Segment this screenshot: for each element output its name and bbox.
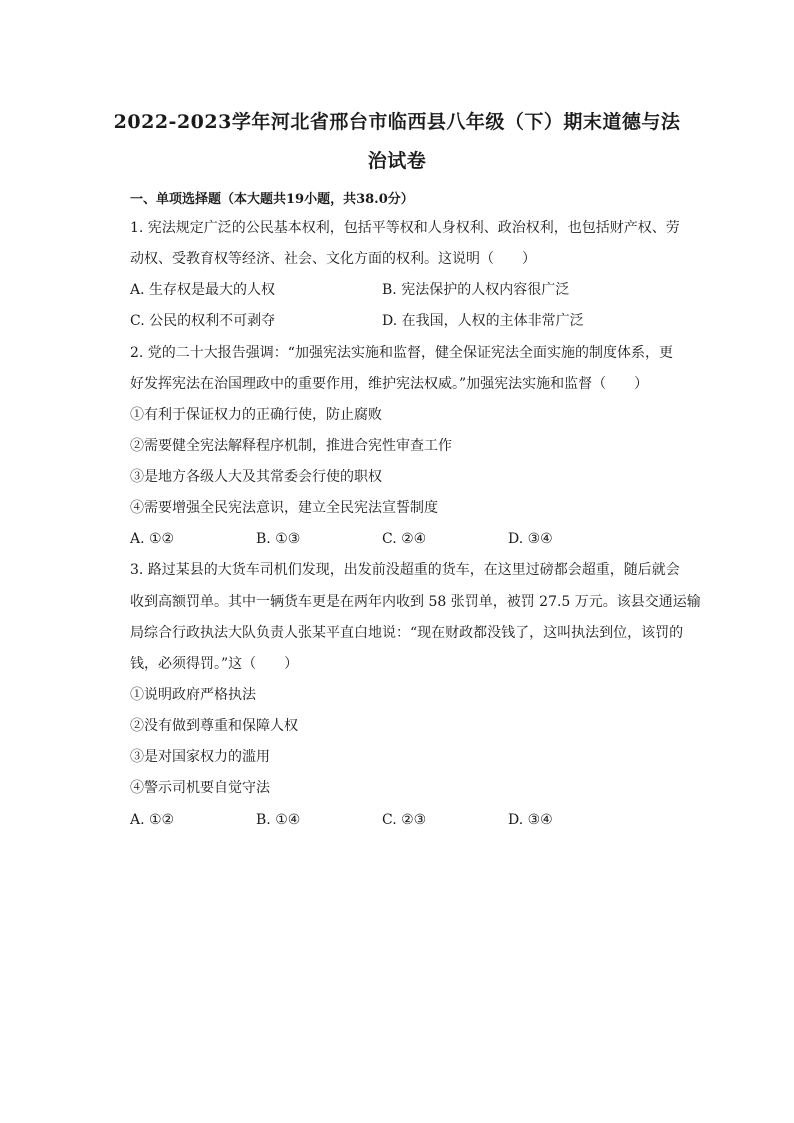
question-2-statement-1: ①有利于保证权力的正确行使，防止腐败 bbox=[130, 407, 382, 423]
question-3-line-3: 局综合行政执法大队负责人张某平直白地说：“现在财政都没钱了，这叫执法到位，该罚的 bbox=[130, 625, 684, 641]
question-2-option-c: C. ②④ bbox=[382, 531, 427, 547]
exam-title-line-1: 2022-2023学年河北省邢台市临西县八年级（下）期末道德与法 bbox=[113, 111, 681, 133]
question-2-option-b: B. ①③ bbox=[256, 531, 301, 547]
question-1-option-d: D. 在我国，人权的主体非常广泛 bbox=[382, 313, 584, 329]
question-2-statement-2: ②需要健全宪法解释程序机制，推进合宪性审查工作 bbox=[130, 438, 452, 454]
question-3-statement-2: ②没有做到尊重和保障人权 bbox=[130, 718, 298, 734]
question-3-line-4: 钱，必须得罚。”这（ ） bbox=[130, 656, 299, 672]
question-1-option-a: A. 生存权是最大的人权 bbox=[130, 282, 276, 298]
question-2-statement-3: ③是地方各级人大及其常委会行使的职权 bbox=[130, 469, 382, 485]
question-1-line-1: 1. 宪法规定广泛的公民基本权利，包括平等权和人身权利、政治权利，也包括财产权、劳 bbox=[130, 220, 680, 236]
question-3-statement-4: ④警示司机要自觉守法 bbox=[130, 780, 270, 796]
question-3-line-2: 收到高额罚单。其中一辆货车更是在两年内收到 58 张罚单，被罚 27.5 万元。该县交通运输 bbox=[130, 594, 701, 610]
section-heading: 一、单项选择题（本大题共19小题，共38.0分） bbox=[130, 192, 414, 207]
question-3-line-1: 3. 路过某县的大货车司机们发现，出发前没超重的货车，在这里过磅都会超重，随后就会 bbox=[130, 562, 680, 578]
question-2-statement-4: ④需要增强全民宪法意识，建立全民宪法宣誓制度 bbox=[130, 500, 438, 516]
question-2-option-d: D. ③④ bbox=[508, 531, 553, 547]
question-3-option-d: D. ③④ bbox=[508, 812, 553, 828]
question-1-option-c: C. 公民的权利不可剥夺 bbox=[130, 313, 276, 329]
question-1-line-2: 动权、受教育权等经济、社会、文化方面的权利。这说明（ ） bbox=[130, 251, 536, 267]
question-3-statement-3: ③是对国家权力的滥用 bbox=[130, 749, 270, 765]
question-3-statement-1: ①说明政府严格执法 bbox=[130, 687, 256, 703]
question-3-option-a: A. ①② bbox=[130, 812, 175, 828]
question-2-line-1: 2. 党的二十大报告强调：“加强宪法实施和监督，健全保证宪法全面实施的制度体系，更 bbox=[130, 345, 673, 361]
question-1-option-b: B. 宪法保护的人权内容很广泛 bbox=[382, 282, 570, 298]
question-2-option-a: A. ①② bbox=[130, 531, 175, 547]
question-3-option-c: C. ②③ bbox=[382, 812, 427, 828]
question-2-line-2: 好发挥宪法在治国理政中的重要作用，维护宪法权威。”加强宪法实施和监督（ ） bbox=[130, 376, 649, 392]
exam-title-line-2: 治试卷 bbox=[367, 150, 427, 172]
question-3-option-b: B. ①④ bbox=[256, 812, 301, 828]
